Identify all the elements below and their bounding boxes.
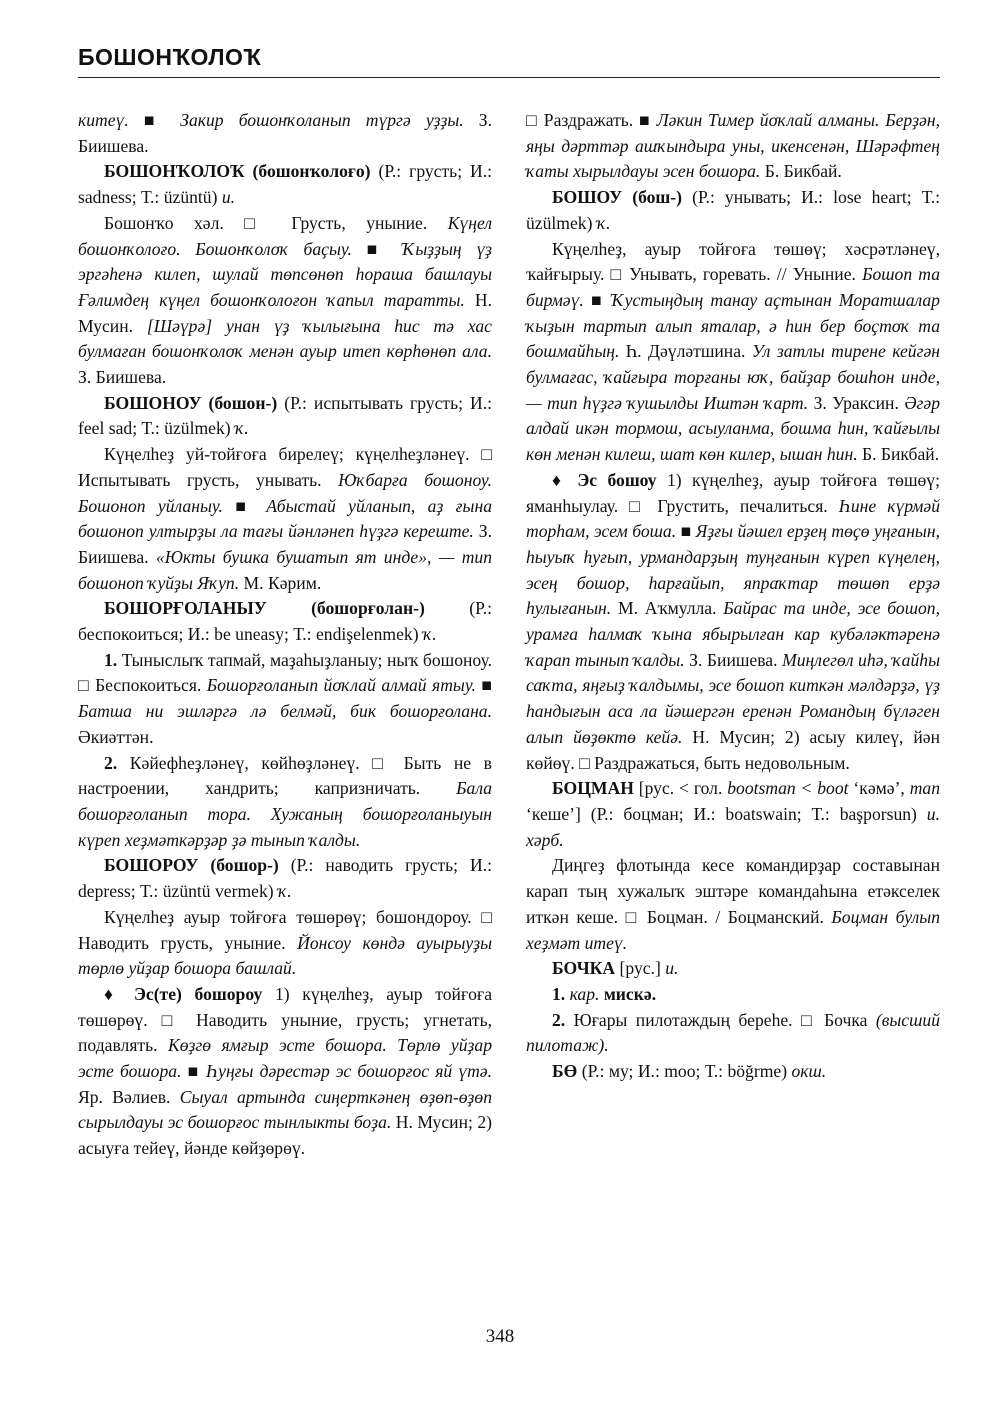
headword: 1. xyxy=(552,983,566,1004)
definition-text: З. Биишева. xyxy=(78,521,492,567)
example-text: Закир бошонҡоланып түргә уҙҙы. xyxy=(180,110,464,130)
dictionary-entry xyxy=(526,185,940,236)
example-text: bootsman < boot xyxy=(727,778,849,799)
example-text: и. хәрб. xyxy=(526,803,940,850)
example-text: Бошоп та бирмәү. xyxy=(526,264,940,310)
example-text: Байрас та инде, эсе бошоп, урамға һалмаҡ ҡына ябырылған кар кубәләктәренә ҡарап тынып ҡалды. xyxy=(526,598,940,670)
example-text: кар. xyxy=(569,983,600,1004)
dictionary-entry xyxy=(78,648,492,751)
example-text: Ләкин Тимер йоҡлай алманы. Берҙән, яңы дәрттәр ашҡындыра уны, икенсенән, Шәрәфтең ҡаты хырылдауы эсен бошора. xyxy=(526,110,940,182)
right-column xyxy=(526,108,940,1162)
definition-text: ■ xyxy=(351,238,403,259)
dictionary-entry xyxy=(78,596,492,647)
headword: БОЦМАН xyxy=(552,778,634,799)
example-text: и. xyxy=(665,958,679,979)
example-text: [Шәүрә] унан үҙ ҡылығына һис тә хас булмаған бошонҡолоҡ менән ауыр итеп көрһөнөп ала. xyxy=(78,315,492,362)
dictionary-entry xyxy=(526,468,940,776)
dictionary-entry xyxy=(78,108,492,159)
example-text: Бала бошорғоланып тора. Хужаның бошорғоланыуын күреп хеҙмәткәрҙәр ҙә тынып ҡалды. xyxy=(78,778,492,850)
definition-text: □ Раздражать. ■ xyxy=(526,110,657,130)
headword: БӨ xyxy=(552,1061,578,1082)
definition-text: З. Биишева. xyxy=(684,649,783,670)
definition-text: (Р.: му; И.: moo; Т.: böğrme) xyxy=(577,1061,792,1082)
definition-text: 1) күңелһеҙ, ауыр тойғоға төшөү; яманһыулау. □ Грустить, печалиться. xyxy=(526,469,940,516)
example-text: Батша ни эшләргә лә белмәй, бик бошорғолана. xyxy=(78,701,492,722)
example-text: и. xyxy=(221,187,236,208)
example-text: Әгәр алдай икән тормош, асыуланма, бошма һин, ҡайғылы көн менән килеш, шат көн килер, ышан һин. xyxy=(526,392,941,465)
dictionary-entry xyxy=(526,956,940,982)
headword: БОШОРҒОЛАНЫУ (бошорғолан-) xyxy=(104,598,425,619)
dictionary-entry xyxy=(78,442,492,596)
definition-text: Күңелһеҙ, ауыр тойғоға төшөү; хәсрәтләнеү, ҡайғырыу. □ Унывать, горевать. // Уныние. xyxy=(526,238,940,285)
example-text: man xyxy=(909,778,941,799)
dictionary-entry xyxy=(526,982,940,1008)
headword: ♦ Эс(те) бошороу xyxy=(104,983,263,1004)
headword: БОШОНОУ (бошон-) xyxy=(104,392,278,413)
headword: 2. xyxy=(104,752,118,773)
example-text: Боцман булып хеҙмәт итеү. xyxy=(526,906,940,953)
headword: БОШОРОУ (бошор-) xyxy=(104,855,279,876)
definition-text: ■ xyxy=(475,675,492,696)
definition-text: ■ xyxy=(222,495,267,516)
definition-text: З. Биишева. xyxy=(78,110,492,156)
dictionary-entry xyxy=(526,108,940,185)
headword: БОШОУ (бош-) xyxy=(552,187,683,208)
definition-text: [рус.] xyxy=(615,958,666,979)
example-text: Яҙғы йәшел ерҙең төҫө уңғанын, һыуыҡ һуғып, урмандарҙың туңғанын күреп күңелең, эсең бошор, һарғайып, япраҡтар төшөп ерҙә һулығанын. xyxy=(526,521,940,619)
definition-text: Әкиәттән. xyxy=(78,726,154,747)
dictionary-entry xyxy=(78,391,492,442)
example-text: «Юкты бушка бушатып ят инде», — тип бошоноп ҡуйҙы Яҡуп. xyxy=(78,546,492,593)
definition-text: (Р.: наводить грусть; И.: depress; Т.: üzüntü vermek) xyxy=(78,855,492,902)
left-column xyxy=(78,108,492,1162)
example-text: Юҡбарға бошоноу. Бошоноп уйланыу. xyxy=(78,469,492,516)
example-text: ҡ. xyxy=(278,881,292,902)
definition-text: (Р.: беспокоиться; И.: be uneasy; Т.: endişelenmek) xyxy=(78,598,492,645)
page-header xyxy=(78,44,940,78)
definition-text: Һ. Дәүләтшина. xyxy=(619,341,752,362)
headword: 2. xyxy=(552,1009,566,1030)
running-head: БОШОНҠОЛОҠ xyxy=(78,44,262,70)
example-text: ҡ. xyxy=(596,212,611,233)
example-text: Һуңғы дәрестәр эс бошорғос яй үтә. xyxy=(206,1061,492,1082)
example-text: Бошорғоланып йоҡлай алмай ятыу. xyxy=(206,675,476,696)
definition-text: 1) күңелһеҙ, ауыр тойғоға төшөрөү. □ Наводить уныние, грусть; угнетать, подавлять. xyxy=(78,983,492,1056)
example-text: Ҡыҙҙың үҙ эргәһенә килеп, шулай төпсөнөп һораша башлауы Ғәлимдең күңел бошонҡолоғон ҡапыл таратты. xyxy=(78,238,492,310)
example-text: китеү. xyxy=(78,110,144,130)
dictionary-entry xyxy=(526,853,940,956)
headword: ♦ Эс бошоу xyxy=(552,469,657,490)
definition-text: З. Биишева. xyxy=(78,367,167,388)
definition-text: ■ xyxy=(676,521,696,542)
headword: мискә. xyxy=(603,983,657,1004)
example-text: Күңел бошонҡолоғо. Бошонҡолоҡ баҫыу. xyxy=(78,212,492,259)
definition-text: Күңелһеҙ ауыр тойғоға төшөрөү; бошондороу. □ Наводить грусть, уныние. xyxy=(78,906,492,953)
definition-text: ‘кәмә’, xyxy=(848,778,910,799)
dictionary-entry xyxy=(78,905,492,982)
header-rule xyxy=(78,77,940,78)
definition-text: Яр. Вәлиев. xyxy=(78,1086,180,1107)
definition-text: ‘кеше’] (Р.: боцман; И.: boatswain; Т.: başporsun) xyxy=(526,803,927,824)
definition-text: З. Ураксин. xyxy=(808,392,905,413)
dictionary-entry xyxy=(526,237,940,468)
definition-text: Диңгеҙ флотында кесе командирҙар составынан карап тың хужалыҡ эштәре командаһына етәкселек иткән кеше. □ Боцман. / Боцманский. xyxy=(526,855,940,927)
definition-text: (Р.: грусть; И.: sadness; Т.: üzüntü) xyxy=(78,161,492,208)
dictionary-entry xyxy=(78,751,492,854)
definition-text: Юғары пилотаждың береһе. □ Бочка xyxy=(565,1009,876,1030)
definition-text: (Р.: испытывать грусть; И.: feel sad; Т.: üzülmek) xyxy=(78,392,492,439)
definition-text: Б. Бикбай. xyxy=(857,444,940,465)
dictionary-entry xyxy=(78,211,492,391)
dictionary-entry xyxy=(78,982,492,1162)
dictionary-entry xyxy=(78,853,492,904)
definition-text: Б. Бикбай. xyxy=(760,161,842,182)
definition-text: ■ xyxy=(181,1061,207,1082)
example-text: Йонсоу көндә ауырыуҙы төрлө уйҙар бошора башлай. xyxy=(78,932,492,979)
example-text: Сыуал артында сиңерткәнең өҙөп-өҙөп сырылдауы эс бошорғос тынлыкты боҙа. xyxy=(78,1086,493,1133)
definition-text: [рус. < гол. xyxy=(633,778,728,799)
dictionary-entry xyxy=(78,159,492,210)
definition-text: Бошонҡо хәл. □ Грусть, уныние. xyxy=(104,212,448,233)
dictionary-body xyxy=(78,108,940,1162)
example-text: Ҡустыңдың танау аҫтынан Моратшалар ҡыҙын тартып алып яталар, ә һин бер боҫтоҡ та бошмайһың. xyxy=(526,289,940,362)
example-text: Һине күрмәй торһам, эсем боша. xyxy=(526,495,940,542)
definition-text: Н. Мусин. xyxy=(78,289,492,336)
definition-text: ■ xyxy=(583,289,612,310)
definition-text: ■ xyxy=(143,110,181,130)
definition-text: Тыныслыҡ тапмай, маҙаһыҙланыу; ныҡ бошоноу. □ Беспокоиться. xyxy=(78,649,492,696)
example-text: Миңлегөл иһә, ҡайһы саҡта, яңғыҙ ҡалдымы, эсе бошоп киткән мәлдәрҙә, үҙ һандығын аса ла йәшергән еренән Романдың бүләген алып йөҙөктө кейә. xyxy=(526,649,940,747)
dictionary-entry xyxy=(526,1008,940,1059)
headword: БОЧКА xyxy=(552,958,616,979)
definition-text: М. Кәрим. xyxy=(239,572,322,593)
example-text: ҡ. xyxy=(235,418,249,439)
dictionary-entry xyxy=(526,776,940,853)
definition-text: Н. Мусин; 2) асыуға тейеү, йәнде көйҙөрөү. xyxy=(78,1112,492,1159)
example-text: Ул затлы тирене кейгән булмағас, ҡайғыра торғаны юҡ, байҙар бошһон инде, — тип һүҙгә ҡушылды Иштән ҡарт. xyxy=(526,341,940,413)
example-text: Абыстай уйланып, аҙ ғына бошоноп ултырҙы ла тағы йәнләнеп һүҙгә кереште. xyxy=(78,495,492,542)
definition-text: М. Аҡмулла. xyxy=(611,598,724,619)
example-text: окш. xyxy=(791,1061,827,1082)
page-number: 348 xyxy=(485,1326,515,1347)
headword: 1. xyxy=(104,649,118,670)
definition-text: Күңелһеҙ уй-тойғоға бирелеү; күңелһеҙләнеү. □ Испытывать грусть, унывать. xyxy=(78,444,492,490)
example-text: ҡ. xyxy=(422,624,437,645)
definition-text: (Р.: унывать; И.: lose heart; Т.: üzülmek) xyxy=(526,187,940,233)
definition-text: Н. Мусин; 2) асыу килеү, йән көйөү. □ Раздражаться, быть недовольным. xyxy=(526,726,940,773)
example-text: (высший пилотаж). xyxy=(526,1009,940,1056)
headword: БОШОНҠОЛОҠ (бошонҡолоғо) xyxy=(104,161,371,182)
dictionary-entry xyxy=(526,1059,940,1085)
example-text: Көҙгө ямғыр эсте бошора. Төрлө уйҙар эсте бошора. xyxy=(78,1035,492,1082)
definition-text: Кәйефһеҙләнеү, көйһөҙләнеү. □ Быть не в настроении, хандрить; капризничать. xyxy=(78,752,492,799)
